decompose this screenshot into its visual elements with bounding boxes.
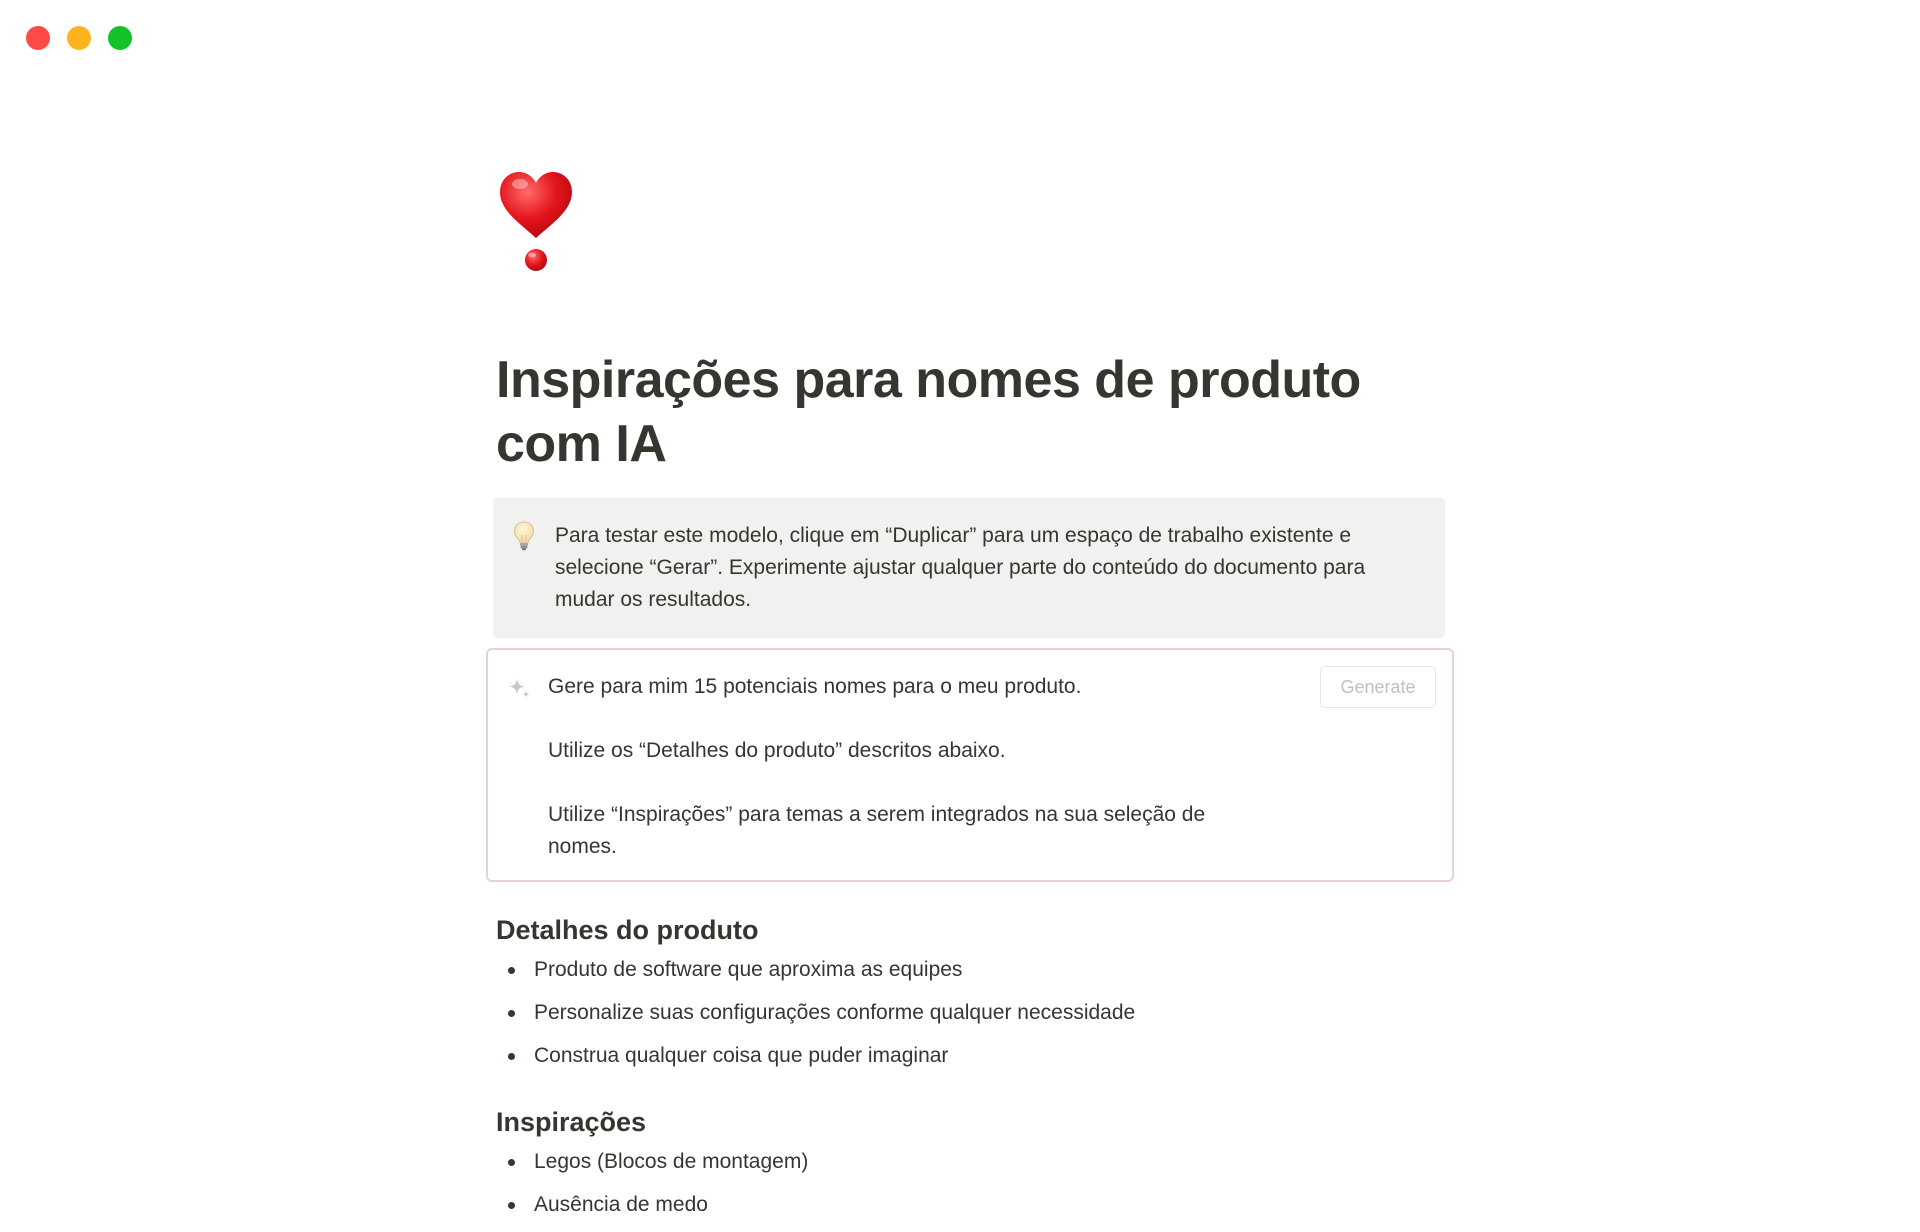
list-item[interactable]: Construa qualquer coisa que puder imaginar (496, 1040, 1452, 1072)
list-item[interactable]: Produto de software que aproxima as equipes (496, 954, 1452, 986)
section-heading-inspirations[interactable]: Inspirações (496, 1107, 647, 1137)
generate-button[interactable]: Generate (1320, 666, 1436, 708)
sparkle-icon (506, 675, 532, 701)
close-window-button[interactable] (26, 26, 50, 50)
ai-prompt-text[interactable] (548, 671, 1268, 863)
ai-prompt-line: Utilize “Inspirações” para temas a serem integrados na sua seleção de nomes. (548, 803, 1206, 858)
inspirations-list (496, 1146, 1452, 1221)
window-controls (26, 26, 132, 50)
page-title[interactable]: Inspirações para nomes de produto com IA (496, 351, 1361, 473)
lightbulb-icon (513, 521, 535, 551)
list-item[interactable]: Legos (Blocos de montagem) (496, 1146, 1452, 1178)
ai-prompt-line: Gere para mim 15 potenciais nomes para o meu produto. (548, 675, 1082, 698)
maximize-window-button[interactable] (108, 26, 132, 50)
callout-block[interactable] (493, 498, 1445, 638)
heart-exclamation-icon[interactable] (496, 170, 576, 280)
callout-text[interactable]: Para testar este modelo, clique em “Duplicar” para um espaço de trabalho existente e selecione “Gerar”. Experimente ajustar qualquer parte do conteúdo do documento para mudar os resultados. (555, 524, 1366, 611)
product-details-list (496, 954, 1452, 1072)
minimize-window-button[interactable] (67, 26, 91, 50)
section-heading-product-details[interactable]: Detalhes do produto (496, 915, 759, 945)
page-content (496, 170, 1452, 1232)
ai-prompt-block[interactable] (486, 648, 1454, 882)
ai-prompt-line: Utilize os “Detalhes do produto” descritos abaixo. (548, 739, 1006, 762)
list-item[interactable]: Ausência de medo (496, 1189, 1452, 1221)
list-item[interactable]: Personalize suas configurações conforme qualquer necessidade (496, 997, 1452, 1029)
